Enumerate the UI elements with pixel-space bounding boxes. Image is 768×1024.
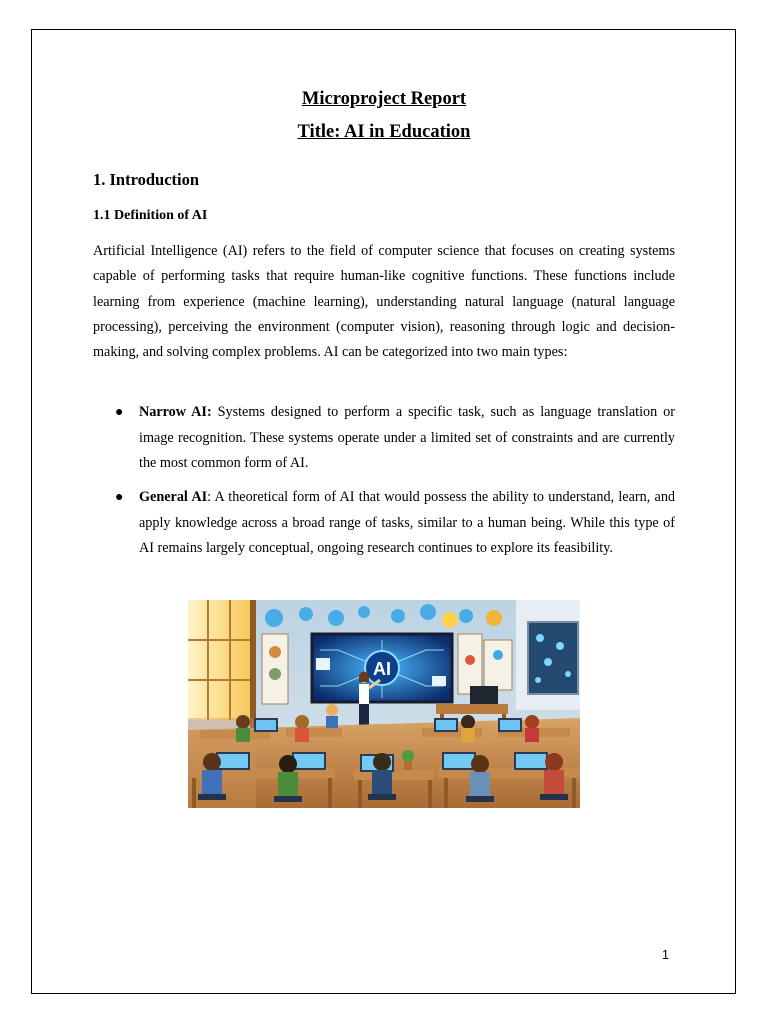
report-subtitle: Title: AI in Education	[297, 122, 471, 142]
bullet-icon: ●	[115, 490, 124, 505]
page-number: 1	[662, 948, 669, 962]
bullet-item-general-ai	[115, 485, 675, 562]
bullet-term: General AI	[139, 489, 208, 505]
classroom-illustration	[188, 600, 580, 808]
definition-paragraph: Artificial Intelligence (AI) refers to the field of computer science that focuses on creating systems capable of performing tasks that require human-like cognitive functions. These functions include learning from experience (machine learning), understanding natural language (natural language processing), perceiving the environment (computer vision), reasoning through logic and decision-making, and solving complex problems. AI can be categorized into two main types:	[93, 243, 675, 361]
bullet-term: Narrow AI:	[139, 404, 212, 420]
report-title: Microproject Report	[301, 89, 467, 109]
bullet-icon: ●	[115, 405, 124, 420]
section-heading: 1. Introduction	[93, 170, 200, 189]
bullet-item-narrow-ai	[115, 400, 675, 477]
bullet-text: : A theoretical form of AI that would possess the ability to understand, learn, and apply knowledge across a broad range of tasks, similar to a human being. While this type of AI remains largely conceptual, ongoing research continues to explore its feasibility.	[139, 489, 675, 556]
subsection-heading: 1.1 Definition of AI	[93, 208, 208, 223]
bullet-text: Systems designed to perform a specific task, such as language translation or image recognition. These systems operate under a limited set of constraints and are currently the most common form of AI.	[139, 404, 675, 471]
board-label: AI	[373, 659, 391, 679]
